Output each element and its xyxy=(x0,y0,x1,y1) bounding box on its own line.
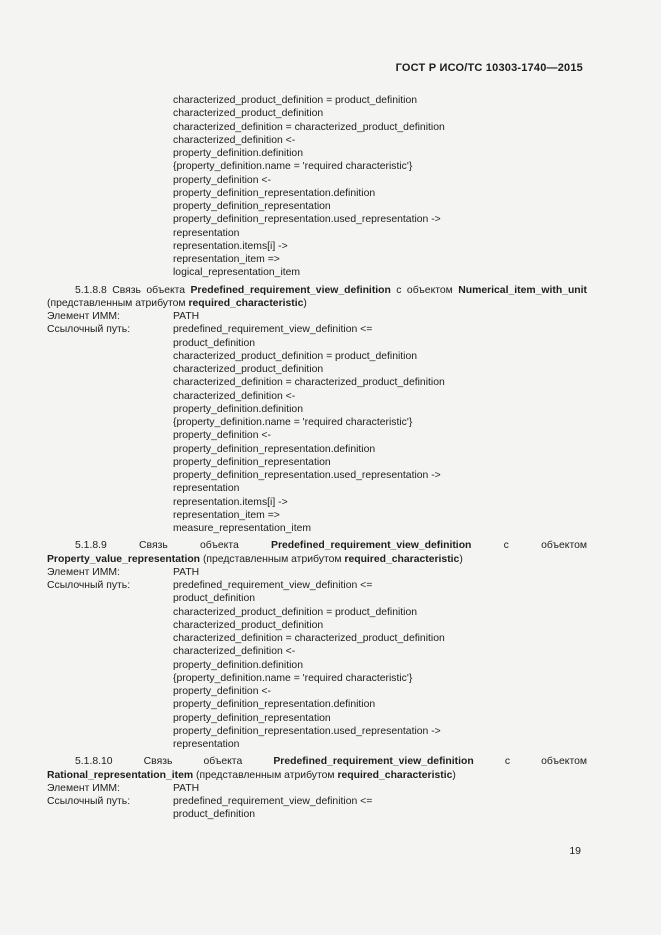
path-line: characterized_product_definition xyxy=(173,108,324,120)
path-line: property_definition_representation xyxy=(173,201,331,212)
path-line: property_definition_representation.definition xyxy=(173,443,376,455)
path-line: property_definition_representation.used_representation -> xyxy=(173,470,441,481)
path-line: property_definition_representation xyxy=(173,456,331,468)
path-line: predefined_requirement_view_definition <= xyxy=(173,324,373,336)
path-row xyxy=(47,323,587,336)
path-line: property_definition_representation.used_representation -> xyxy=(173,214,441,226)
section-post: (представленным атрибутом xyxy=(47,297,186,309)
element-row xyxy=(47,782,587,795)
path-line: property_definition <- xyxy=(173,430,271,442)
section-mid: с объектом xyxy=(503,540,588,552)
path-line: predefined_requirement_view_definition <= xyxy=(173,580,373,591)
path-line: property_definition_representation.used_representation -> xyxy=(173,725,441,737)
path-line: property_definition.definition xyxy=(173,148,303,159)
path-line: characterized_definition = characterized_product_definition xyxy=(173,377,445,389)
element-value: PATH xyxy=(173,311,200,322)
path-line: characterized_definition <- xyxy=(173,390,296,402)
path-line: representation xyxy=(173,483,240,495)
path-line: property_definition_representation.definition xyxy=(173,699,376,711)
path-line: characterized_definition <- xyxy=(173,646,296,658)
section-entity: Predefined_requirement_view_definition xyxy=(273,756,474,768)
page-number: 19 xyxy=(569,845,581,857)
section-entity: Predefined_requirement_view_definition xyxy=(190,284,391,296)
section-pre: Связь объекта xyxy=(112,284,186,296)
path-line: property_definition <- xyxy=(173,686,271,697)
path-line: characterized_product_definition = product_definition xyxy=(173,350,418,362)
document-header: ГОСТ Р ИСО/ТС 10303-1740—2015 xyxy=(395,62,583,74)
path-line: property_definition.definition xyxy=(173,403,303,415)
path-row xyxy=(47,579,587,592)
continued-path-block xyxy=(47,94,587,280)
sections xyxy=(47,284,587,822)
section-number: 5.1.8.10 xyxy=(75,756,113,768)
section-heading xyxy=(47,755,587,782)
section-pre: Связь объекта xyxy=(139,540,239,552)
path-line: product_definition xyxy=(173,337,256,349)
section-pre: Связь объекта xyxy=(143,756,243,768)
section-target: Numerical_item_with_unit xyxy=(458,284,587,296)
element-value: PATH xyxy=(173,566,200,578)
path-line: characterized_definition = characterized_product_definition xyxy=(173,121,445,133)
section-attribute: required_characteristic xyxy=(188,297,304,309)
element-label: Элемент ИММ: xyxy=(47,311,120,322)
section-attribute: required_characteristic xyxy=(344,553,460,565)
path-line: predefined_requirement_view_definition <= xyxy=(173,796,373,807)
section-close: ) xyxy=(452,769,456,781)
path-line: property_definition.definition xyxy=(173,659,303,671)
path-line: representation_item => xyxy=(173,509,280,521)
path-line: logical_representation_item xyxy=(173,267,301,279)
path-line: representation xyxy=(173,739,240,750)
path-label: Ссылочный путь: xyxy=(47,580,131,591)
path-line: representation_item => xyxy=(173,254,280,265)
path-line: characterized_product_definition = product_definition xyxy=(173,606,418,618)
section-mid: с объектом xyxy=(504,756,588,768)
path-line: product_definition xyxy=(173,809,256,821)
path-line: {property_definition.name = 'required characteristic'} xyxy=(173,417,413,428)
section-heading xyxy=(47,539,587,566)
page-content xyxy=(47,94,587,822)
path-line: representation xyxy=(173,227,240,239)
path-line: characterized_definition = characterized_product_definition xyxy=(173,633,445,644)
path-line: {property_definition.name = 'required characteristic'} xyxy=(173,161,413,173)
element-row xyxy=(47,310,587,323)
section-target: Rational_representation_item xyxy=(47,769,194,781)
path-label: Ссылочный путь: xyxy=(47,796,131,807)
section-entity: Predefined_requirement_view_definition xyxy=(271,540,472,552)
path-label: Ссылочный путь: xyxy=(47,324,131,336)
section-number: 5.1.8.8 xyxy=(75,284,107,296)
element-row xyxy=(47,566,587,579)
element-label: Элемент ИММ: xyxy=(47,782,120,794)
path-line: characterized_product_definition = product_definition xyxy=(173,95,418,106)
element-label: Элемент ИММ: xyxy=(47,566,120,578)
section-attribute: required_characteristic xyxy=(337,769,453,781)
section-close: ) xyxy=(459,553,463,565)
section-mid: с объектом xyxy=(396,284,453,296)
path-line: property_definition_representation xyxy=(173,712,331,724)
section-number: 5.1.8.9 xyxy=(75,540,107,552)
section-close: ) xyxy=(303,297,307,309)
path-line: property_definition_representation.definition xyxy=(173,187,376,199)
path-line: {property_definition.name = 'required characteristic'} xyxy=(173,672,413,684)
path-line: property_definition <- xyxy=(173,174,271,186)
path-line: representation.items[i] -> xyxy=(173,496,288,508)
path-line: characterized_product_definition xyxy=(173,619,324,631)
section-post: (представленным атрибутом xyxy=(195,769,335,781)
path-line: representation.items[i] -> xyxy=(173,240,288,252)
section-post: (представленным атрибутом xyxy=(202,553,342,565)
section-heading xyxy=(47,284,587,311)
path-line: measure_representation_item xyxy=(173,523,312,534)
element-value: PATH xyxy=(173,782,200,794)
path-line: characterized_definition <- xyxy=(173,134,296,146)
path-line: product_definition xyxy=(173,593,256,605)
section-target: Property_value_representation xyxy=(47,553,201,565)
path-line: characterized_product_definition xyxy=(173,364,324,375)
path-row xyxy=(47,795,587,808)
